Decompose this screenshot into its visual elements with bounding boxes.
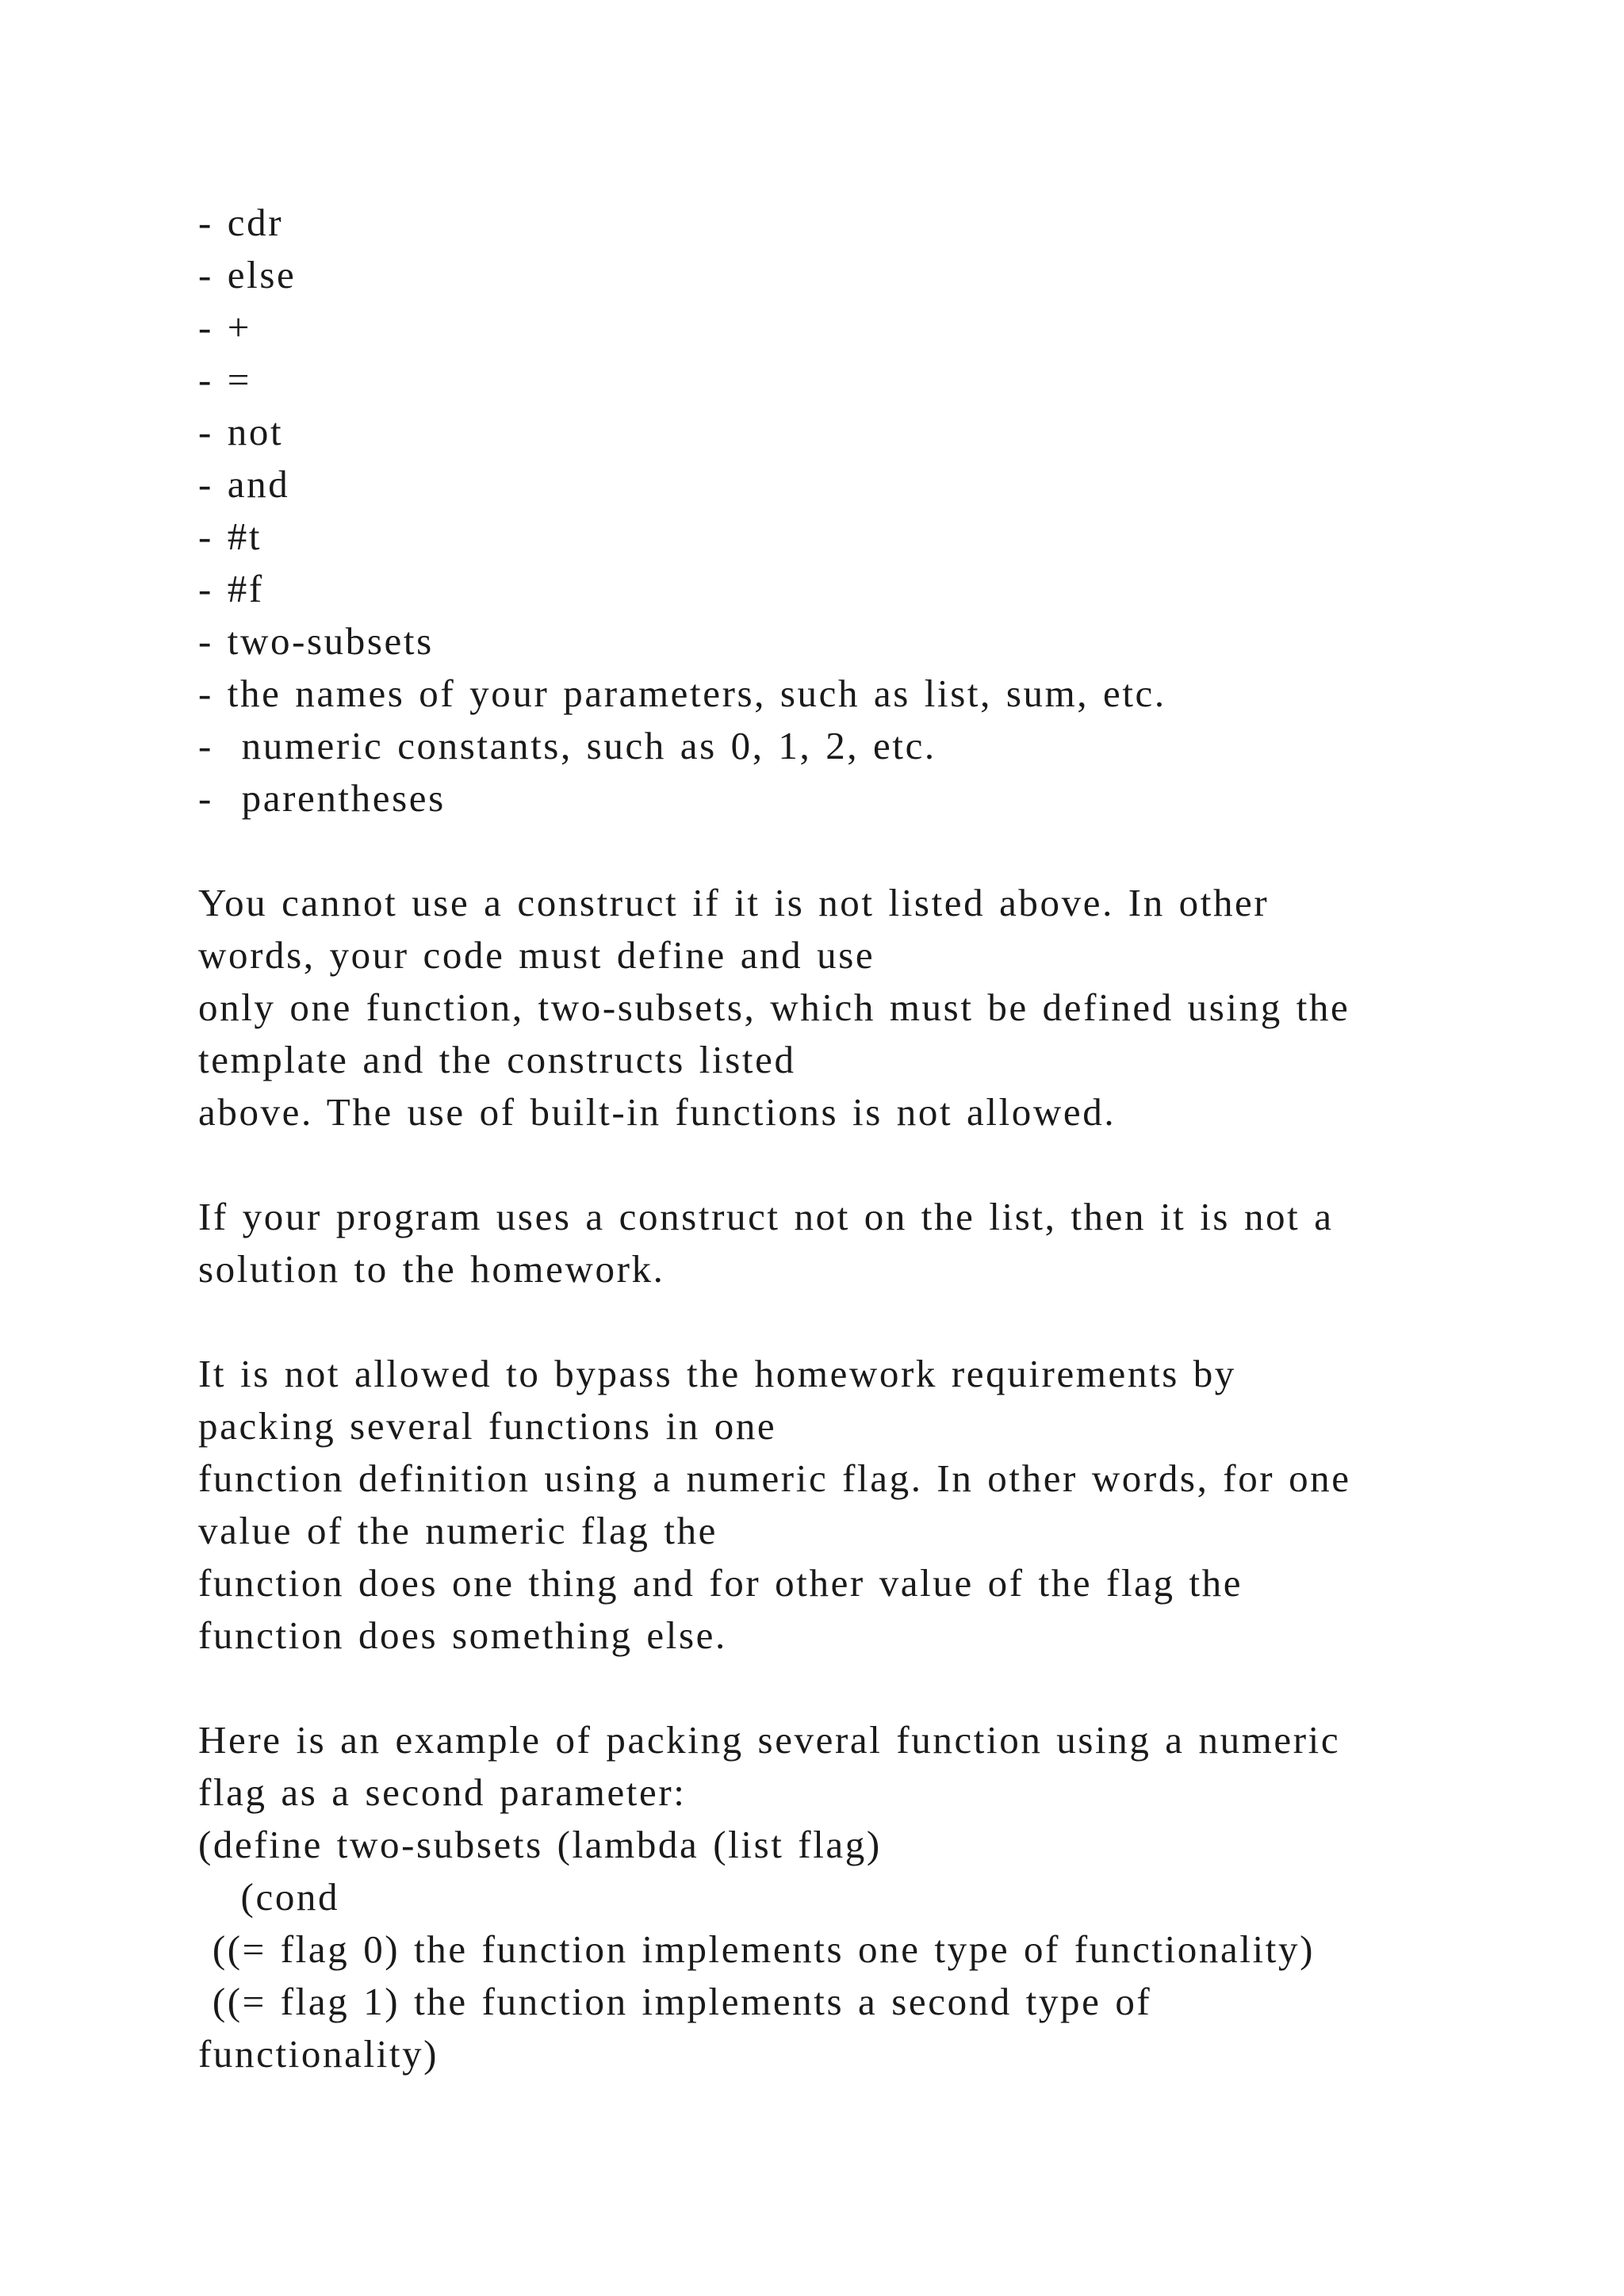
document-body bbox=[198, 197, 1530, 2080]
paragraph-spacer bbox=[198, 825, 1530, 877]
list-item: - + bbox=[198, 305, 252, 349]
list-item: - two-subsets bbox=[198, 619, 434, 663]
text-line: Here is an example of packing several function using a numeric bbox=[198, 1718, 1341, 1762]
paragraph-spacer bbox=[198, 1295, 1530, 1348]
text-line: packing several functions in one bbox=[198, 1404, 777, 1448]
text-line: It is not allowed to bypass the homework requirements by bbox=[198, 1352, 1236, 1395]
code-line: ((= flag 0) the function implements one type of functionality) bbox=[198, 1927, 1315, 1971]
bypass-paragraph bbox=[198, 1348, 1530, 1662]
paragraph-spacer bbox=[198, 1138, 1530, 1191]
text-line: You cannot use a construct if it is not listed above. In other bbox=[198, 881, 1270, 924]
list-item: - = bbox=[198, 358, 252, 401]
not-solution-paragraph bbox=[198, 1191, 1530, 1295]
text-line: If your program uses a construct not on the list, then it is not a bbox=[198, 1195, 1334, 1238]
list-item: - numeric constants, such as 0, 1, 2, etc. bbox=[198, 724, 936, 767]
text-line: function does something else. bbox=[198, 1613, 727, 1657]
list-item: - cdr bbox=[198, 201, 284, 244]
text-line: function definition using a numeric flag. In other words, for one bbox=[198, 1456, 1351, 1500]
text-line: only one function, two-subsets, which must be defined using the bbox=[198, 985, 1350, 1029]
text-line: function does one thing and for other value of the flag the bbox=[198, 1561, 1243, 1605]
text-line: value of the numeric flag the bbox=[198, 1509, 718, 1552]
text-line: solution to the homework. bbox=[198, 1247, 665, 1291]
list-item: - parentheses bbox=[198, 776, 446, 820]
text-line: words, your code must define and use bbox=[198, 933, 875, 977]
example-paragraph bbox=[198, 1714, 1530, 2080]
list-item: - #t bbox=[198, 515, 262, 558]
list-item: - the names of your parameters, such as list, sum, etc. bbox=[198, 672, 1166, 715]
code-line: (define two-subsets (lambda (list flag) bbox=[198, 1823, 882, 1866]
text-line: template and the constructs listed bbox=[198, 1038, 796, 1081]
list-item: - not bbox=[198, 410, 284, 453]
restriction-paragraph bbox=[198, 877, 1530, 1138]
code-line: functionality) bbox=[198, 2032, 439, 2076]
code-line: ((= flag 1) the function implements a second type of bbox=[198, 1980, 1152, 2023]
code-line: (cond bbox=[198, 1875, 340, 1919]
list-item: - and bbox=[198, 462, 290, 506]
list-item: - #f bbox=[198, 567, 264, 610]
paragraph-spacer bbox=[198, 1662, 1530, 1714]
text-line: flag as a second parameter: bbox=[198, 1770, 687, 1814]
text-line: above. The use of built-in functions is not allowed. bbox=[198, 1090, 1116, 1134]
allowed-constructs-list bbox=[198, 197, 1530, 825]
list-item: - else bbox=[198, 253, 297, 297]
